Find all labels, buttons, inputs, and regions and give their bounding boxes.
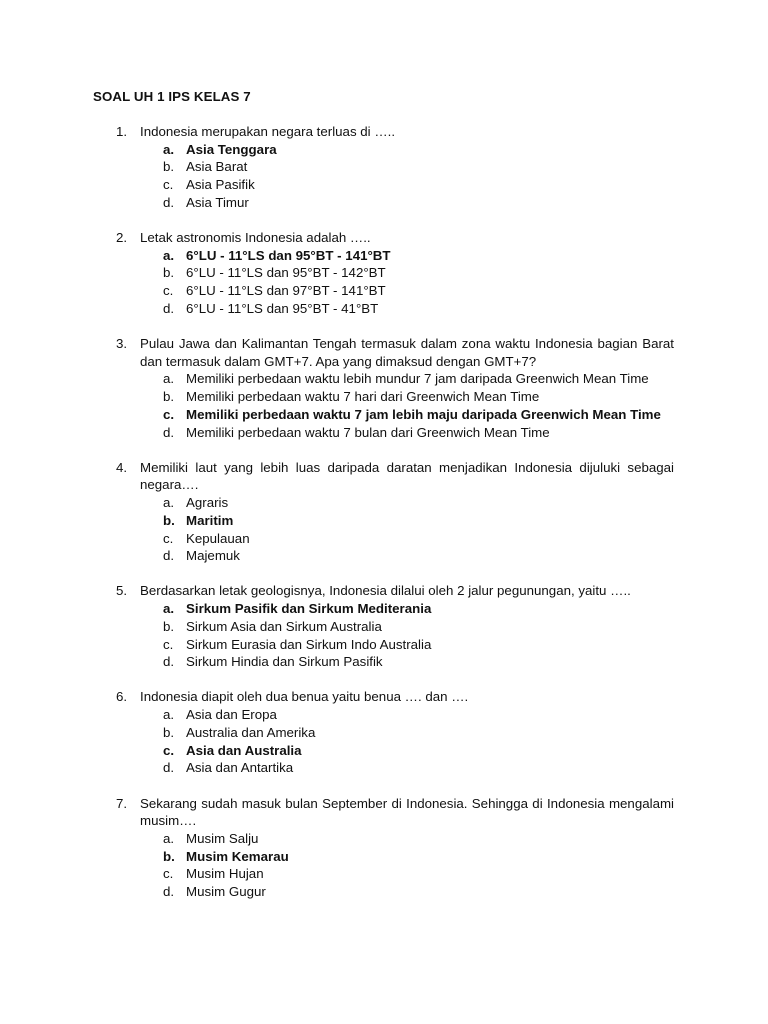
- question-item: [0, 335, 768, 441]
- answer-options: [0, 600, 768, 671]
- option-text: Asia dan Antartika: [186, 760, 294, 776]
- answer-option: [0, 370, 768, 388]
- option-text: Maritim: [186, 512, 234, 528]
- option-letter: c.: [163, 636, 174, 652]
- option-text: 6°LU - 11°LS dan 95°BT - 141°BT: [186, 247, 391, 263]
- option-text: Asia Pasifik: [186, 177, 255, 193]
- question-number: 7.: [116, 795, 128, 811]
- option-text: 6°LU - 11°LS dan 95°BT - 142°BT: [186, 265, 386, 281]
- option-text: Memiliki perbedaan waktu 7 hari dari Greenwich Mean Time: [186, 389, 540, 405]
- option-letter: c.: [163, 866, 174, 882]
- option-letter: b.: [163, 618, 175, 634]
- question-text: Berdasarkan letak geologisnya, Indonesia dilalui oleh 2 jalur pegunungan, yaitu …..: [140, 583, 631, 599]
- option-letter: a.: [163, 830, 175, 846]
- answer-option: [0, 618, 768, 636]
- answer-option: [0, 300, 768, 318]
- option-letter: c.: [163, 742, 175, 758]
- option-letter: b.: [163, 389, 175, 405]
- question-text: Memiliki laut yang lebih luas daripada daratan menjadikan Indonesia dijuluki sebagai negara….: [140, 459, 674, 493]
- option-text: Memiliki perbedaan waktu lebih mundur 7 jam daripada Greenwich Mean Time: [186, 371, 649, 387]
- answer-option: [0, 706, 768, 724]
- question-number: 6.: [116, 689, 128, 705]
- question-text: Letak astronomis Indonesia adalah …..: [140, 230, 371, 246]
- option-text: 6°LU - 11°LS dan 97°BT - 141°BT: [186, 283, 386, 299]
- answer-options: [0, 370, 768, 441]
- question-number: 4.: [116, 459, 128, 475]
- option-text: Majemuk: [186, 548, 240, 564]
- option-letter: a.: [163, 371, 175, 387]
- question-number: 2.: [116, 230, 128, 246]
- answer-option: [0, 282, 768, 300]
- option-letter: d.: [163, 300, 175, 316]
- question-text: Pulau Jawa dan Kalimantan Tengah termasuk dalam zona waktu Indonesia bagian Barat dan termasuk dalam GMT+7. Apa yang dimaksud dengan GMT+7?: [140, 336, 674, 369]
- option-text: Musim Kemarau: [186, 848, 289, 864]
- answer-options: [0, 706, 768, 777]
- option-text: 6°LU - 11°LS dan 95°BT - 41°BT: [186, 300, 379, 316]
- option-text: Memiliki perbedaan waktu 7 bulan dari Greenwich Mean Time: [186, 424, 550, 440]
- option-text: Musim Gugur: [186, 884, 266, 900]
- option-letter: c.: [163, 406, 175, 422]
- answer-option-correct: [0, 600, 768, 618]
- option-text: Memiliki perbedaan waktu 7 jam lebih maju daripada Greenwich Mean Time: [186, 406, 661, 422]
- question-item: [0, 229, 768, 318]
- option-text: Asia Tenggara: [186, 141, 277, 157]
- answer-option: [0, 759, 768, 777]
- option-text: Australia dan Amerika: [186, 724, 316, 740]
- answer-option: [0, 194, 768, 212]
- option-letter: b.: [163, 848, 175, 864]
- question-number: 5.: [116, 583, 128, 599]
- question-text: Indonesia diapit oleh dua benua yaitu benua …. dan ….: [140, 689, 469, 705]
- answer-option: [0, 883, 768, 901]
- option-text: Sirkum Eurasia dan Sirkum Indo Australia: [186, 636, 432, 652]
- answer-option: [0, 636, 768, 654]
- question-item: [0, 688, 768, 777]
- answer-option: [0, 547, 768, 565]
- option-text: Musim Salju: [186, 830, 259, 846]
- option-text: Sirkum Pasifik dan Sirkum Mediterania: [186, 601, 432, 617]
- option-text: Asia Barat: [186, 159, 248, 175]
- question-item: [0, 795, 768, 901]
- option-letter: a.: [163, 247, 175, 263]
- answer-option: [0, 264, 768, 282]
- option-text: Asia dan Australia: [186, 742, 302, 758]
- answer-options: [0, 830, 768, 901]
- option-letter: a.: [163, 495, 175, 511]
- answer-option-correct: [0, 247, 768, 265]
- option-text: Kepulauan: [186, 530, 250, 546]
- answer-option-correct: [0, 141, 768, 159]
- question-list: [0, 123, 768, 918]
- option-letter: d.: [163, 884, 175, 900]
- document-title: SOAL UH 1 IPS KELAS 7: [93, 89, 251, 104]
- question-text: Indonesia merupakan negara terluas di …..: [140, 124, 396, 139]
- option-letter: a.: [163, 707, 175, 723]
- option-letter: d.: [163, 548, 175, 564]
- answer-option: [0, 494, 768, 512]
- answer-options: [0, 247, 768, 318]
- answer-option: [0, 865, 768, 883]
- question-number: 3.: [116, 336, 128, 352]
- answer-option: [0, 424, 768, 442]
- question-item: [0, 582, 768, 671]
- option-letter: c.: [163, 177, 174, 193]
- answer-option-correct: [0, 848, 768, 866]
- answer-option-correct: [0, 406, 768, 424]
- question-item: [0, 123, 768, 212]
- option-letter: b.: [163, 512, 175, 528]
- answer-option: [0, 158, 768, 176]
- answer-option: [0, 653, 768, 671]
- option-letter: b.: [163, 159, 175, 175]
- option-text: Musim Hujan: [186, 866, 264, 882]
- answer-option: [0, 388, 768, 406]
- option-letter: d.: [163, 654, 175, 670]
- option-letter: b.: [163, 265, 175, 281]
- option-letter: c.: [163, 530, 174, 546]
- option-letter: b.: [163, 724, 175, 740]
- option-text: Sirkum Asia dan Sirkum Australia: [186, 618, 382, 634]
- option-letter: d.: [163, 424, 175, 440]
- option-text: Agraris: [186, 495, 229, 511]
- option-letter: a.: [163, 601, 175, 617]
- answer-option-correct: [0, 512, 768, 530]
- answer-options: [0, 494, 768, 565]
- answer-option: [0, 724, 768, 742]
- answer-option: [0, 830, 768, 848]
- answer-option: [0, 176, 768, 194]
- question-text: Sekarang sudah masuk bulan September di Indonesia. Sehingga di Indonesia mengalami musim….: [140, 795, 674, 829]
- option-letter: d.: [163, 760, 175, 776]
- option-text: Sirkum Hindia dan Sirkum Pasifik: [186, 654, 383, 670]
- option-letter: d.: [163, 194, 175, 210]
- question-number: 1.: [116, 124, 128, 139]
- option-letter: a.: [163, 141, 175, 157]
- answer-option-correct: [0, 742, 768, 760]
- option-text: Asia Timur: [186, 194, 249, 210]
- option-letter: c.: [163, 283, 174, 299]
- answer-option: [0, 530, 768, 548]
- answer-options: [0, 141, 768, 212]
- question-item: [0, 459, 768, 565]
- option-text: Asia dan Eropa: [186, 707, 277, 723]
